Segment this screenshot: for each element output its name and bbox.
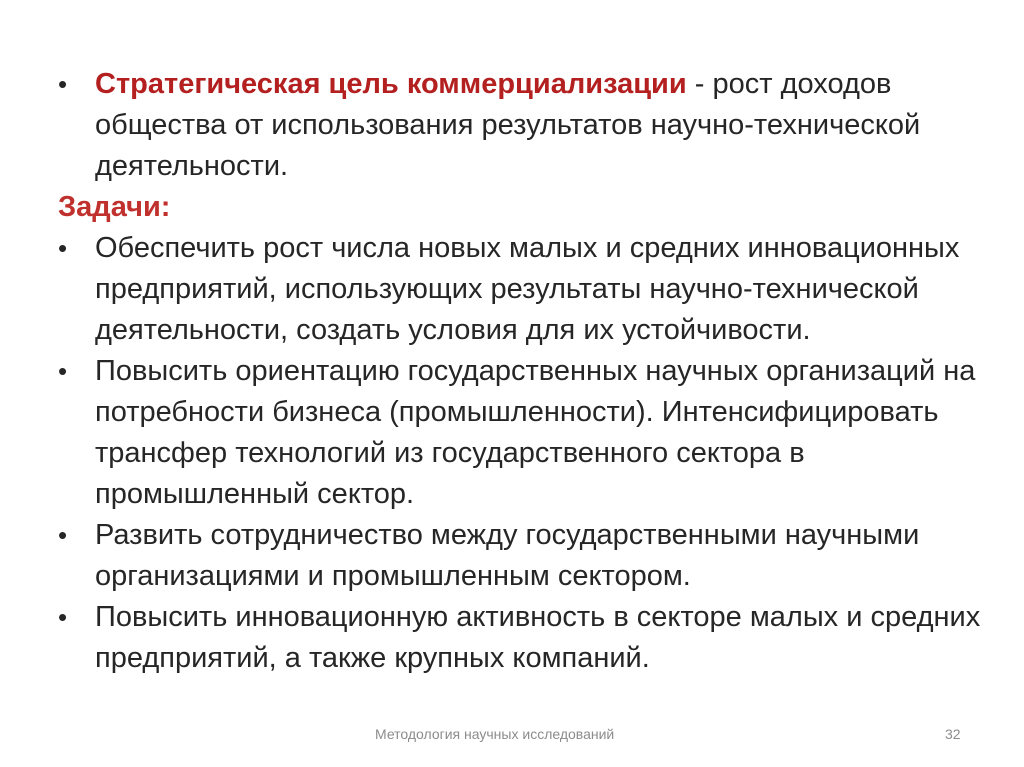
slide-content xyxy=(58,64,988,679)
task-text: Обеспечить рост числа новых малых и средних инновационных предприятий, использующих результаты научно-технической деятельности, создать условия для их устойчивости. xyxy=(95,232,960,346)
bullet-marker: • xyxy=(58,233,68,263)
bullet-marker: • xyxy=(58,69,68,99)
bullet-marker: • xyxy=(58,520,68,550)
task-item xyxy=(58,515,988,597)
task-text: Повысить ориентацию государственных научных организаций на потребности бизнеса (промышленности). Интенсифицировать трансфер технологий из государственного сектора в промышленный сектор. xyxy=(95,355,976,510)
task-text: Повысить инновационную активность в секторе малых и средних предприятий, а также крупных компаний. xyxy=(95,601,981,674)
task-item xyxy=(58,228,988,351)
bullet-marker: • xyxy=(58,356,68,386)
goal-bullet-item xyxy=(58,64,988,187)
bullet-marker: • xyxy=(58,602,68,632)
slide-footer xyxy=(0,724,1024,744)
goal-body-text: - рост доходов общества от использования результатов научно-технической деятельности. xyxy=(95,68,921,182)
footer-title: Методология научных исследований xyxy=(375,726,615,742)
slide-number: 32 xyxy=(945,726,961,742)
tasks-heading: Задачи: xyxy=(58,191,171,223)
task-item xyxy=(58,597,988,679)
task-item xyxy=(58,351,988,515)
goal-lead-text: Стратегическая цель коммерциализации xyxy=(95,68,687,100)
task-text: Развить сотрудничество между государственными научными организациями и промышленным сектором. xyxy=(95,519,920,592)
